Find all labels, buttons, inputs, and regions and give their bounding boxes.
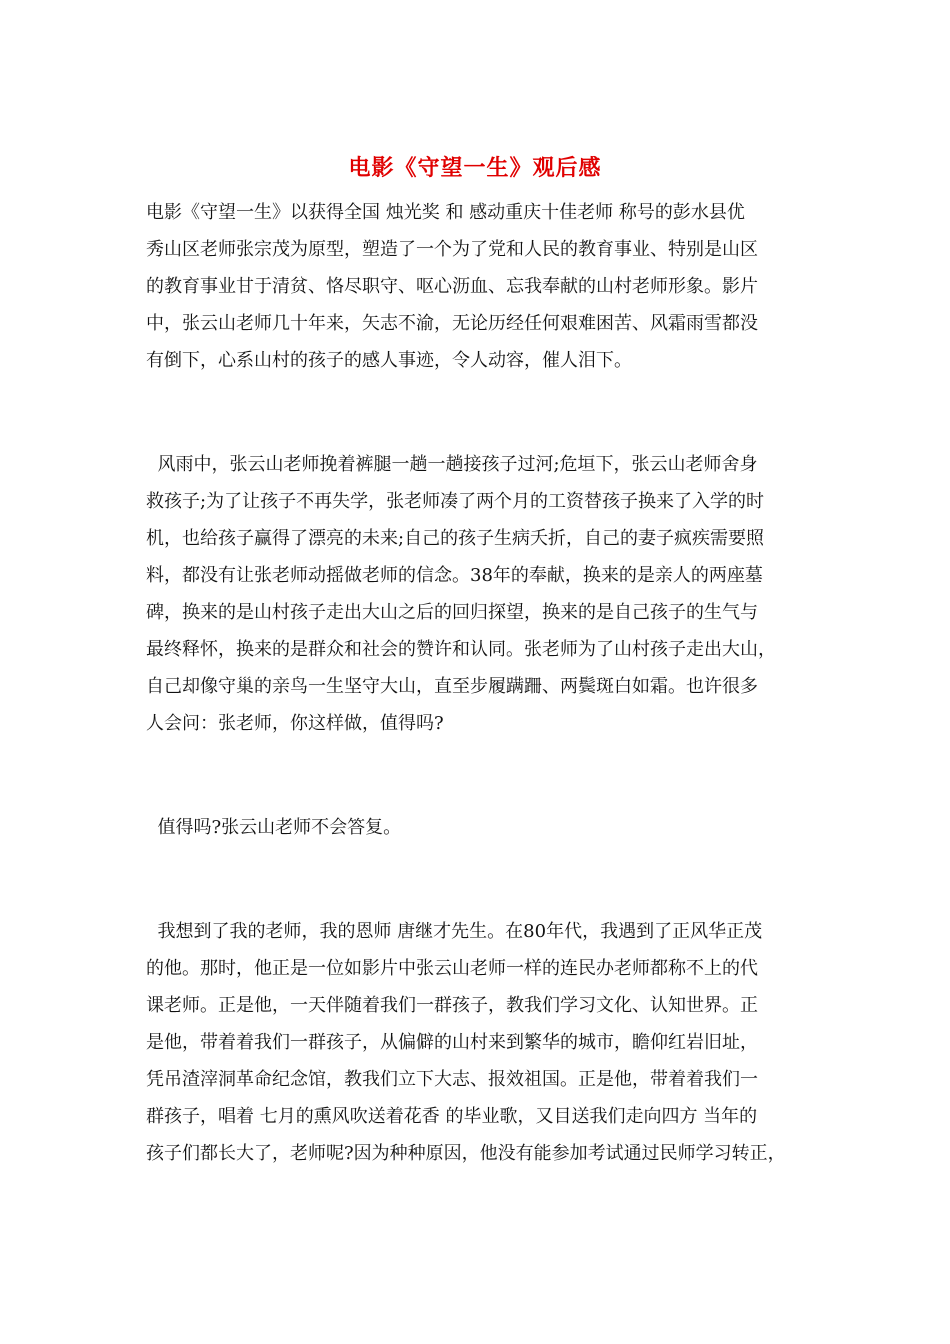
text-line: 的他。那时，他正是一位如影片中张云山老师一样的连民办老师都称不上的代 [146, 958, 758, 979]
text-line: 料，都没有让张老师动摇做老师的信念。38年的奉献，换来的是亲人的两座墓 [146, 565, 763, 586]
text-line: 的教育事业甘于清贫、恪尽职守、呕心沥血、忘我奉献的山村老师形象。影片 [146, 276, 758, 297]
paragraph-2 [146, 446, 826, 742]
text-line: 救孩子;为了让孩子不再失学，张老师凑了两个月的工资替孩子换来了入学的时 [146, 491, 765, 512]
text-line: 值得吗?张云山老师不会答复。 [146, 817, 402, 838]
paragraph-1 [146, 194, 826, 379]
text-line: 中，张云山老师几十年来，矢志不渝，无论历经任何艰难困苦、风霜雨雪都没 [146, 313, 758, 334]
paragraph-4 [146, 913, 826, 1172]
text-line: 课老师。正是他，一天伴随着我们一群孩子，教我们学习文化、认知世界。正 [146, 995, 758, 1016]
document-title: 电影《守望一生》观后感 [348, 155, 602, 181]
text-line: 是他，带着着我们一群孩子，从偏僻的山村来到繁华的城市，瞻仰红岩旧址， [146, 1032, 758, 1053]
text-line: 孩子们都长大了，老师呢?因为种种原因，他没有能参加考试通过民师学习转正， [146, 1143, 786, 1164]
text-line: 电影《守望一生》以获得全国 烛光奖 和 感动重庆十佳老师 称号的彭水县优 [146, 202, 745, 223]
text-line: 最终释怀，换来的是群众和社会的赞许和认同。张老师为了山村孩子走出大山， [146, 639, 776, 660]
text-line: 机，也给孩子赢得了漂亮的未来;自己的孩子生病夭折，自己的妻子疯疾需要照 [146, 528, 765, 549]
text-line: 碑，换来的是山村孩子走出大山之后的回归探望，换来的是自己孩子的生气与 [146, 602, 758, 623]
text-line: 自己却像守巢的亲鸟一生坚守大山，直至步履蹒跚、两鬓斑白如霜。也许很多 [146, 676, 758, 697]
paragraph-3 [146, 809, 826, 846]
text-line: 人会问：张老师，你这样做，值得吗? [146, 713, 444, 734]
text-line: 我想到了我的老师，我的恩师 唐继才先生。在80年代，我遇到了正风华正茂 [146, 921, 763, 942]
text-line: 凭吊渣滓洞革命纪念馆，教我们立下大志、报效祖国。正是他，带着着我们一 [146, 1069, 758, 1090]
text-line: 有倒下，心系山村的孩子的感人事迹，令人动容，催人泪下。 [146, 350, 632, 371]
text-line: 秀山区老师张宗茂为原型，塑造了一个为了党和人民的教育事业、特别是山区 [146, 239, 758, 260]
text-line: 群孩子，唱着 七月的熏风吹送着花香 的毕业歌，又目送我们走向四方 当年的 [146, 1106, 758, 1127]
text-line: 风雨中，张云山老师挽着裤腿一趟一趟接孩子过河;危垣下，张云山老师舍身 [146, 454, 758, 475]
